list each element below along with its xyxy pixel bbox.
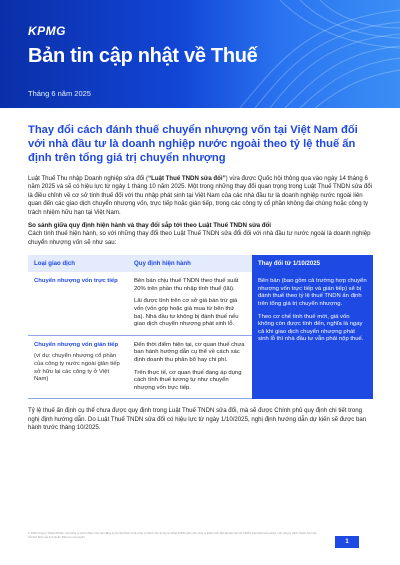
change-cell xyxy=(252,272,373,399)
row-type-cell xyxy=(28,272,128,335)
intro-paragraph xyxy=(28,175,373,218)
table-intro: Cách tính thuế hiện hành, so với những thay đổi theo Luật Thuế TNDN sửa đổi đối với nhà đầu tư nước ngoài là doanh nghiệp chuyển nhượng vốn sẽ như sau: xyxy=(28,229,371,246)
newsletter-title: Bản tin cập nhật về Thuế xyxy=(28,45,258,67)
kpmg-logo: KPMG xyxy=(28,24,66,38)
row-current-text: Lãi được tính trên cơ sở giá bán trừ giá vốn (vốn góp hoặc giá mua từ bên thứ ba). Nhà đầu tư không bị đánh thuế nếu giao dịch chuyển nhượng phát sinh lỗ. xyxy=(134,298,239,328)
row-current-text: Bên bán chịu thuế TNDN theo thuế suất 20% trên phần thu nhập tính thuế (lãi). xyxy=(134,278,239,292)
row-current-cell xyxy=(128,335,252,399)
row-type-cell xyxy=(28,335,128,399)
intro-text-rest: ) vừa được Quốc hội thông qua vào ngày 14 tháng 6 năm 2025 và sẽ có hiệu lực từ ngày 1 tháng 10 năm 2025. Một trong những thay đổi quan trọng trong Luật Thuế TNDN sửa đổi là điều chỉnh về cơ sở tính thuế đối với thu nhập phát sinh tại Việt Nam của các nhà đầu tư là doanh nghiệp nước ngoài liên quan đến các giao dịch chuyển nhượng vốn, trực tiếp hoặc gián tiếp, trong các công ty cổ phần không đại chúng hoặc công ty trách nhiệm hữu hạn tại Việt Nam. xyxy=(28,174,373,216)
page-number: 1 xyxy=(335,536,359,548)
row-current-cell xyxy=(128,272,252,335)
article-body xyxy=(28,123,373,433)
intro-defined-term: “Luật Thuế TNDN sửa đổi” xyxy=(148,174,226,182)
row-current-text: Trên thực tế, cơ quan thuế đang áp dụng cách tính thuế tương tự như chuyển nhượng vốn trực tiếp. xyxy=(134,369,242,391)
comparison-subheading: So sánh giữa quy định hiện hành và thay đổi sắp tới theo Luật Thuế TNDN sửa đổi xyxy=(28,221,272,229)
header-transaction-type: Loại giao dịch xyxy=(28,255,128,272)
closing-paragraph: Tỷ lệ thuế ấn định cụ thể chưa được quy định trong Luật Thuế TNDN sửa đổi, mà sẽ được Chính phủ quy định chi tiết trong nghị định hướng dẫn. Do Luật Thuế TNDN sửa đổi có hiệu lực từ ngày 1/10/2025, nghị định hướng dẫn dự kiến sẽ được ban hành trước tháng 10/2025. xyxy=(28,407,367,432)
legal-footer: © 2025 Công ty TNHH KPMG, một công ty trách nhiệm hữu hạn đăng ký tại Việt Nam và là công ty thành viên trong hệ thống KPMG gồm các công ty thành viên độc lập liên kết với KPMG International Limited, một công ty trách nhiệm hữu hạn bởi bảo lãnh của Anh Quốc. Bảo lưu mọi quyền. xyxy=(28,532,317,539)
table-header-row xyxy=(28,255,373,272)
row-type-note: (ví dụ: chuyển nhượng cổ phần của công ty nước ngoài giàn tiếp sở hữu lại các công ty ở Việt Nam) xyxy=(34,353,120,383)
comparison-table xyxy=(28,255,373,399)
row-type-label: Chuyển nhượng vốn gián tiếp xyxy=(34,341,119,348)
article-headline: Thay đổi cách đánh thuế chuyển nhượng vốn tại Việt Nam đối với nhà đầu tư là doanh nghiệp nước ngoài theo tỷ lệ thuế ấn định trên tổng giá trị chuyển nhượng xyxy=(28,124,358,165)
issue-date: Tháng 6 năm 2025 xyxy=(28,89,91,98)
change-text: Theo cơ chế tính thuế mới, giá vốn không còn được tính đến, nghĩa là ngay cả khi giao dịch chuyển nhượng phát sinh lỗ thì nhà đầu tư vẫn phải nộp thuế. xyxy=(258,313,364,343)
row-current-text: Đến thời điểm hiện tại, cơ quan thuế chưa ban hành hướng dẫn cụ thể về cách xác định doanh thu phân bổ hay chi phí. xyxy=(134,341,245,363)
header-change: Thay đổi từ 1/10/2025 xyxy=(252,255,373,272)
row-type-label: Chuyển nhượng vốn trực tiếp xyxy=(34,278,118,285)
change-text: Bên bán (bao gồm cả trường hợp chuyển nhượng vốn trực tiếp và gián tiếp) sẽ bị đánh thuế theo tỷ lệ thuế TNDN ấn định trên tổng giá trị chuyển nhượng. xyxy=(258,278,367,307)
header-banner xyxy=(0,0,400,108)
intro-text-start: Luật Thuế Thu nhập Doanh nghiệp sửa đổi ( xyxy=(28,174,149,182)
header-current-rule: Quy định hiện hành xyxy=(128,255,252,272)
table-row xyxy=(28,272,373,335)
